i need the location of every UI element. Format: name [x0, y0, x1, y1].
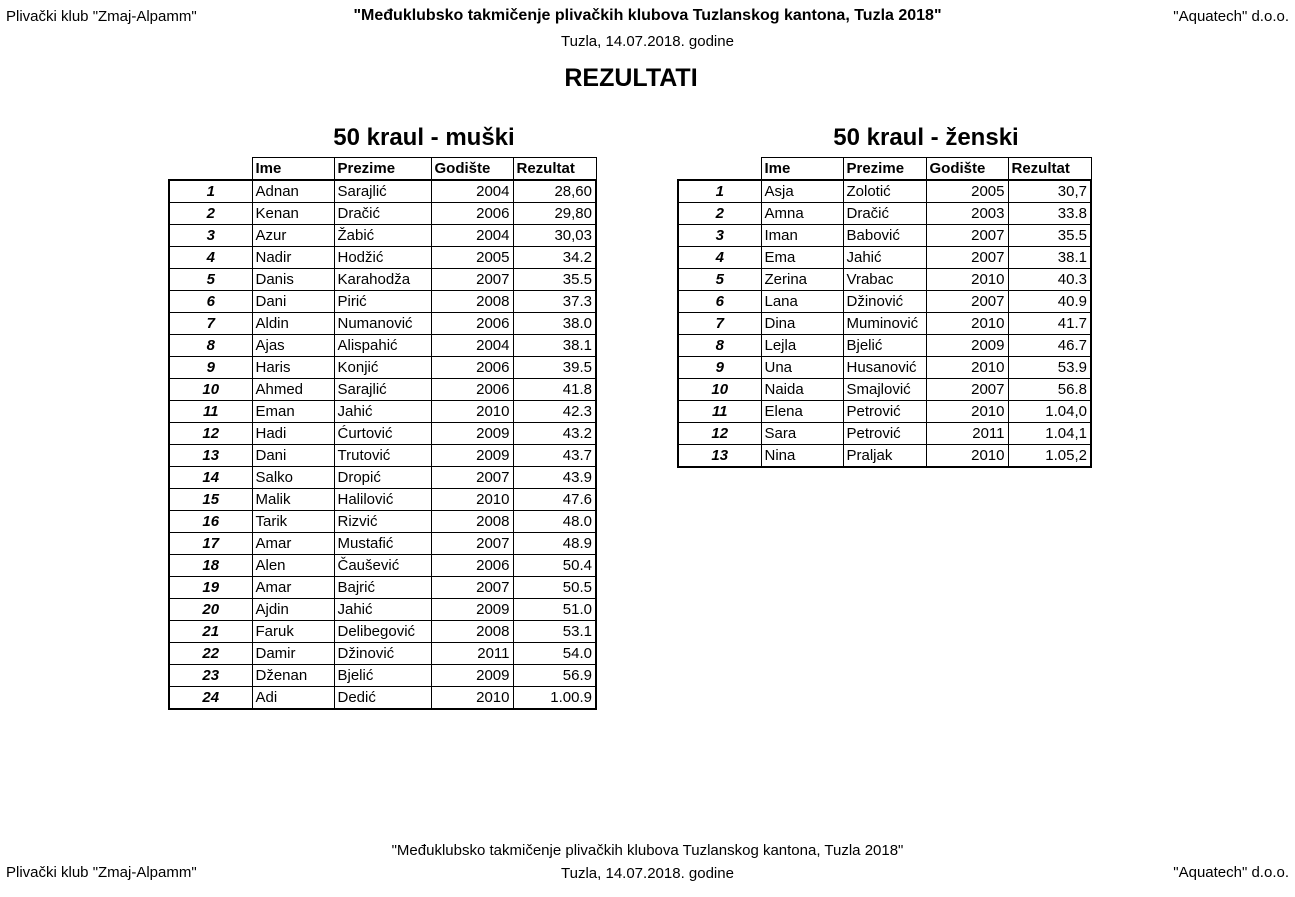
result-cell: 37.3: [513, 291, 596, 313]
name-cell: Aldin: [252, 313, 334, 335]
rank-cell: 13: [678, 445, 761, 468]
surname-cell: Žabić: [334, 225, 431, 247]
table-row: [678, 247, 1091, 269]
name-cell: Dani: [252, 445, 334, 467]
name-header: Ime: [252, 158, 334, 181]
result-cell: 35.5: [1008, 225, 1091, 247]
rank-cell: 21: [169, 621, 252, 643]
year-cell: 2007: [926, 291, 1008, 313]
name-cell: Lejla: [761, 335, 843, 357]
result-cell: 1.05,2: [1008, 445, 1091, 468]
surname-cell: Bjelić: [843, 335, 926, 357]
name-cell: Ajdin: [252, 599, 334, 621]
table-row: [169, 180, 596, 203]
year-cell: 2006: [431, 203, 513, 225]
surname-cell: Sarajlić: [334, 180, 431, 203]
rank-cell: 12: [678, 423, 761, 445]
rank-cell: 4: [169, 247, 252, 269]
result-cell: 56.9: [513, 665, 596, 687]
surname-cell: Konjić: [334, 357, 431, 379]
name-cell: Ema: [761, 247, 843, 269]
surname-cell: Ćurtović: [334, 423, 431, 445]
table-row: [678, 423, 1091, 445]
result-cell: 1.04,1: [1008, 423, 1091, 445]
rank-cell: 11: [678, 401, 761, 423]
rank-cell: 14: [169, 467, 252, 489]
year-cell: 2010: [431, 401, 513, 423]
rank-cell: 6: [169, 291, 252, 313]
men-results-table: [168, 157, 597, 710]
name-cell: Iman: [761, 225, 843, 247]
rank-cell: 23: [169, 665, 252, 687]
year-cell: 2007: [431, 533, 513, 555]
year-cell: 2004: [431, 180, 513, 203]
name-cell: Amar: [252, 577, 334, 599]
rank-cell: 3: [678, 225, 761, 247]
year-cell: 2007: [431, 269, 513, 291]
result-cell: 46.7: [1008, 335, 1091, 357]
surname-cell: Babović: [843, 225, 926, 247]
result-cell: 1.04,0: [1008, 401, 1091, 423]
year-cell: 2010: [926, 445, 1008, 468]
surname-cell: Bjelić: [334, 665, 431, 687]
result-cell: 48.0: [513, 511, 596, 533]
table-row: [678, 357, 1091, 379]
result-cell: 41.8: [513, 379, 596, 401]
surname-cell: Petrović: [843, 423, 926, 445]
women-table-header: [678, 158, 1091, 181]
year-cell: 2009: [431, 445, 513, 467]
table-row: [169, 247, 596, 269]
rank-cell: 6: [678, 291, 761, 313]
result-cell: 29,80: [513, 203, 596, 225]
year-header: Godište: [431, 158, 513, 181]
name-cell: Alen: [252, 555, 334, 577]
surname-cell: Džinović: [843, 291, 926, 313]
surname-cell: Petrović: [843, 401, 926, 423]
table-row: [169, 467, 596, 489]
name-cell: Naida: [761, 379, 843, 401]
year-cell: 2009: [926, 335, 1008, 357]
table-row: [169, 687, 596, 710]
surname-cell: Praljak: [843, 445, 926, 468]
result-cell: 47.6: [513, 489, 596, 511]
result-cell: 33.8: [1008, 203, 1091, 225]
header-club-left: Plivački klub "Zmaj-Alpamm": [6, 8, 197, 25]
name-cell: Kenan: [252, 203, 334, 225]
year-cell: 2007: [431, 467, 513, 489]
table-row: [169, 489, 596, 511]
rank-cell: 20: [169, 599, 252, 621]
name-cell: Azur: [252, 225, 334, 247]
table-row: [169, 599, 596, 621]
result-cell: 43.9: [513, 467, 596, 489]
year-cell: 2009: [431, 599, 513, 621]
result-cell: 39.5: [513, 357, 596, 379]
rank-cell: 3: [169, 225, 252, 247]
competition-date: Tuzla, 14.07.2018. godine: [561, 33, 734, 50]
name-cell: Salko: [252, 467, 334, 489]
name-cell: Sara: [761, 423, 843, 445]
rank-cell: 18: [169, 555, 252, 577]
table-row: [169, 423, 596, 445]
result-cell: 53.9: [1008, 357, 1091, 379]
table-row: [678, 269, 1091, 291]
rank-cell: 1: [169, 180, 252, 203]
surname-cell: Dračić: [843, 203, 926, 225]
surname-cell: Karahodža: [334, 269, 431, 291]
surname-cell: Jahić: [334, 401, 431, 423]
year-cell: 2003: [926, 203, 1008, 225]
rank-cell: 8: [169, 335, 252, 357]
table-row: [169, 445, 596, 467]
surname-cell: Delibegović: [334, 621, 431, 643]
name-cell: Nina: [761, 445, 843, 468]
rank-cell: 1: [678, 180, 761, 203]
table-row: [169, 577, 596, 599]
year-cell: 2007: [926, 379, 1008, 401]
table-row: [678, 335, 1091, 357]
surname-cell: Jahić: [843, 247, 926, 269]
name-cell: Dženan: [252, 665, 334, 687]
name-cell: Nadir: [252, 247, 334, 269]
rank-cell: 10: [169, 379, 252, 401]
result-cell: 30,03: [513, 225, 596, 247]
name-cell: Amar: [252, 533, 334, 555]
result-cell: 43.7: [513, 445, 596, 467]
rank-cell: 4: [678, 247, 761, 269]
surname-cell: Sarajlić: [334, 379, 431, 401]
table-row: [169, 665, 596, 687]
surname-cell: Vrabac: [843, 269, 926, 291]
table-row: [169, 225, 596, 247]
rank-cell: 19: [169, 577, 252, 599]
year-cell: 2010: [926, 357, 1008, 379]
year-cell: 2009: [431, 423, 513, 445]
name-cell: Lana: [761, 291, 843, 313]
result-cell: 35.5: [513, 269, 596, 291]
footer-date: Tuzla, 14.07.2018. godine: [561, 865, 734, 882]
rank-cell: 15: [169, 489, 252, 511]
table-row: [678, 291, 1091, 313]
table-row: [678, 180, 1091, 203]
surname-cell: Čaušević: [334, 555, 431, 577]
header-club-right: "Aquatech" d.o.o.: [1173, 8, 1289, 25]
year-cell: 2005: [926, 180, 1008, 203]
footer-title: "Međuklubsko takmičenje plivačkih klubova Tuzlanskog kantona, Tuzla 2018": [391, 842, 904, 859]
name-cell: Dina: [761, 313, 843, 335]
rank-cell: 12: [169, 423, 252, 445]
surname-cell: Jahić: [334, 599, 431, 621]
table-row: [169, 621, 596, 643]
name-cell: Ahmed: [252, 379, 334, 401]
name-cell: Adnan: [252, 180, 334, 203]
rank-cell: 13: [169, 445, 252, 467]
surname-header: Prezime: [334, 158, 431, 181]
result-cell: 50.5: [513, 577, 596, 599]
surname-cell: Dropić: [334, 467, 431, 489]
name-cell: Haris: [252, 357, 334, 379]
surname-cell: Pirić: [334, 291, 431, 313]
result-cell: 1.00.9: [513, 687, 596, 710]
table-row: [169, 291, 596, 313]
year-cell: 2008: [431, 511, 513, 533]
table-row: [678, 445, 1091, 468]
year-cell: 2007: [926, 225, 1008, 247]
table-row: [678, 379, 1091, 401]
table-row: [678, 225, 1091, 247]
year-cell: 2011: [926, 423, 1008, 445]
result-cell: 34.2: [513, 247, 596, 269]
footer-club-left: Plivački klub "Zmaj-Alpamm": [6, 864, 197, 881]
rank-cell: 2: [169, 203, 252, 225]
surname-header: Prezime: [843, 158, 926, 181]
year-cell: 2006: [431, 313, 513, 335]
name-cell: Malik: [252, 489, 334, 511]
name-cell: Asja: [761, 180, 843, 203]
rank-cell: 11: [169, 401, 252, 423]
year-cell: 2010: [431, 489, 513, 511]
result-cell: 38.1: [1008, 247, 1091, 269]
year-cell: 2007: [431, 577, 513, 599]
table-row: [169, 643, 596, 665]
result-cell: 51.0: [513, 599, 596, 621]
table-row: [169, 313, 596, 335]
result-cell: 30,7: [1008, 180, 1091, 203]
table-row: [169, 269, 596, 291]
name-cell: Eman: [252, 401, 334, 423]
result-cell: 38.0: [513, 313, 596, 335]
surname-cell: Husanović: [843, 357, 926, 379]
surname-cell: Bajrić: [334, 577, 431, 599]
men-table-title: 50 kraul - muški: [333, 124, 515, 151]
year-cell: 2008: [431, 621, 513, 643]
surname-cell: Rizvić: [334, 511, 431, 533]
name-cell: Faruk: [252, 621, 334, 643]
table-row: [169, 335, 596, 357]
surname-cell: Halilović: [334, 489, 431, 511]
rank-cell: 9: [678, 357, 761, 379]
result-cell: 28,60: [513, 180, 596, 203]
rank-cell: 17: [169, 533, 252, 555]
year-cell: 2006: [431, 379, 513, 401]
rank-cell: 22: [169, 643, 252, 665]
rank-cell: 2: [678, 203, 761, 225]
rank-cell: 7: [169, 313, 252, 335]
rank-cell: 8: [678, 335, 761, 357]
name-cell: Elena: [761, 401, 843, 423]
women-results-table: [677, 157, 1092, 468]
year-cell: 2004: [431, 225, 513, 247]
name-cell: Amna: [761, 203, 843, 225]
year-cell: 2005: [431, 247, 513, 269]
table-row: [169, 357, 596, 379]
surname-cell: Numanović: [334, 313, 431, 335]
year-cell: 2010: [926, 401, 1008, 423]
year-cell: 2006: [431, 357, 513, 379]
result-cell: 40.9: [1008, 291, 1091, 313]
table-row: [169, 555, 596, 577]
result-cell: 50.4: [513, 555, 596, 577]
rank-cell: 9: [169, 357, 252, 379]
result-cell: 54.0: [513, 643, 596, 665]
name-cell: Adi: [252, 687, 334, 710]
page-title: REZULTATI: [564, 64, 698, 92]
surname-cell: Muminović: [843, 313, 926, 335]
result-cell: 56.8: [1008, 379, 1091, 401]
name-cell: Danis: [252, 269, 334, 291]
competition-title: "Međuklubsko takmičenje plivačkih klubova Tuzlanskog kantona, Tuzla 2018": [353, 7, 942, 24]
rank-cell: 5: [678, 269, 761, 291]
table-row: [169, 401, 596, 423]
result-cell: 53.1: [513, 621, 596, 643]
rank-cell: 5: [169, 269, 252, 291]
surname-cell: Mustafić: [334, 533, 431, 555]
year-cell: 2004: [431, 335, 513, 357]
surname-cell: Džinović: [334, 643, 431, 665]
name-cell: Ajas: [252, 335, 334, 357]
year-cell: 2009: [431, 665, 513, 687]
result-cell: 41.7: [1008, 313, 1091, 335]
table-row: [169, 533, 596, 555]
surname-cell: Dedić: [334, 687, 431, 710]
rank-cell: 16: [169, 511, 252, 533]
year-header: Godište: [926, 158, 1008, 181]
name-header: Ime: [761, 158, 843, 181]
year-cell: 2008: [431, 291, 513, 313]
result-cell: 40.3: [1008, 269, 1091, 291]
name-cell: Tarik: [252, 511, 334, 533]
table-row: [678, 313, 1091, 335]
result-cell: 48.9: [513, 533, 596, 555]
rank-cell: 7: [678, 313, 761, 335]
surname-cell: Dračić: [334, 203, 431, 225]
table-row: [169, 379, 596, 401]
women-table-title: 50 kraul - ženski: [833, 124, 1019, 151]
name-cell: Dani: [252, 291, 334, 313]
result-cell: 38.1: [513, 335, 596, 357]
name-cell: Damir: [252, 643, 334, 665]
surname-cell: Smajlović: [843, 379, 926, 401]
footer-club-right: "Aquatech" d.o.o.: [1173, 864, 1289, 881]
year-cell: 2010: [431, 687, 513, 710]
year-cell: 2010: [926, 313, 1008, 335]
name-cell: Una: [761, 357, 843, 379]
rank-header: [169, 158, 252, 181]
table-row: [169, 203, 596, 225]
name-cell: Hadi: [252, 423, 334, 445]
name-cell: Zerina: [761, 269, 843, 291]
result-cell: 42.3: [513, 401, 596, 423]
table-row: [169, 511, 596, 533]
result-cell: 43.2: [513, 423, 596, 445]
surname-cell: Zolotić: [843, 180, 926, 203]
result-header: Rezultat: [1008, 158, 1091, 181]
surname-cell: Trutović: [334, 445, 431, 467]
result-header: Rezultat: [513, 158, 596, 181]
rank-cell: 10: [678, 379, 761, 401]
surname-cell: Hodžić: [334, 247, 431, 269]
year-cell: 2010: [926, 269, 1008, 291]
table-row: [678, 203, 1091, 225]
year-cell: 2011: [431, 643, 513, 665]
year-cell: 2007: [926, 247, 1008, 269]
surname-cell: Alispahić: [334, 335, 431, 357]
rank-header: [678, 158, 761, 181]
table-row: [678, 401, 1091, 423]
men-table-header: [169, 158, 596, 181]
rank-cell: 24: [169, 687, 252, 710]
year-cell: 2006: [431, 555, 513, 577]
